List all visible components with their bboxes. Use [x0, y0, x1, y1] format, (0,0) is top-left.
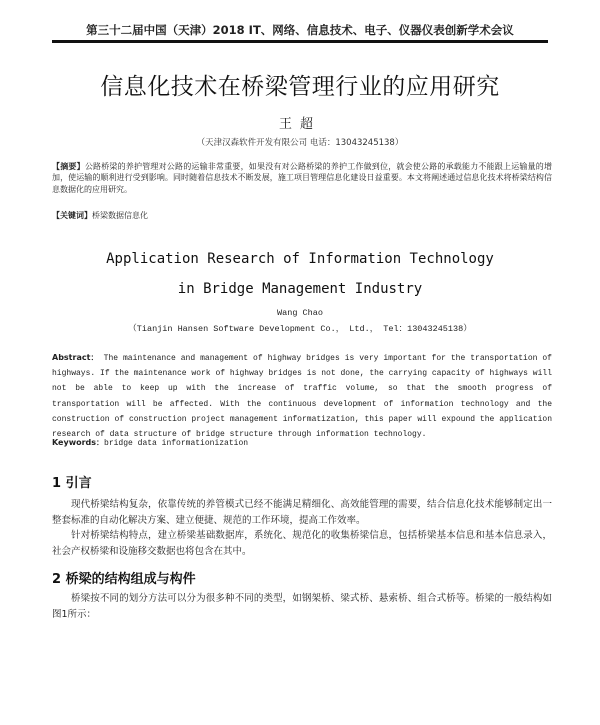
keywords-zh-label: 【关键词】 — [52, 211, 92, 220]
paragraph: 现代桥梁结构复杂，依靠传统的养管模式已经不能满足精细化、高效能管理的需要，结合信息化技术能够制定出一整套标准的自动化解决方案、建立便捷、规范的工作环境，提高工作效率。 — [52, 499, 552, 526]
section-heading-bridge-structure: 2 桥梁的结构组成与构件 — [52, 572, 196, 587]
paper-title-en-line1: Application Research of Information Technology — [106, 251, 494, 267]
affiliation-zh: （天津汉森软件开发有限公司 电话：13043245138） — [196, 138, 404, 148]
abstract-zh-text: 公路桥梁的养护管理对公路的运输非常重要，如果没有对公路桥梁的养护工作做到位，就会使公路的承载能力不能跟上运输量的增加，使运输的顺利进行受到影响。同时随着信息技术不断发展，施工项目管理信息化建设日益重要。本文将阐述通过信息化技术将桥梁结构信息数据化的应用研究。 — [52, 162, 553, 194]
keywords-zh — [52, 210, 552, 221]
paper-title-zh: 信息化技术在桥梁管理行业的应用研究 — [100, 74, 500, 100]
paragraph: 针对桥梁结构特点，建立桥梁基础数据库，系统化、规范化的收集桥梁信息，包括桥梁基本信息和基本信息录入，社会产权桥梁和设施移交数据也将包含在其中。 — [52, 530, 552, 557]
abstract-en-label: Abstract： — [52, 353, 99, 362]
abstract-en — [52, 350, 552, 442]
author-zh: 王超 — [278, 117, 321, 132]
keywords-en — [52, 437, 552, 448]
header-rule — [52, 40, 548, 43]
section-body-introduction — [52, 497, 552, 559]
keywords-zh-text: 桥梁数据信息化 — [92, 211, 148, 220]
section-body-bridge-structure — [52, 591, 552, 622]
author-en: Wang Chao — [277, 308, 323, 318]
abstract-en-text: The maintenance and management of highway bridges is very important for the transportation of highways. If the maintenance work of highway bridges is not done, the carrying capacity of highways will not be able to keep up with the increase of traffic volume, so that the smooth progress of transportation will be affected. With the continuous development of information technology and the construction of construction project management informatization, this paper will expound the application research of data structure of bridge structure through information technology. — [52, 354, 552, 440]
running-header: 第三十二届中国（天津）2018 IT、网络、信息技术、电子、仪器仪表创新学术会议 — [86, 23, 514, 37]
paper-title-en-line2: in Bridge Management Industry — [177, 281, 423, 297]
affiliation-en: （Tianjin Hansen Software Development Co.， Ltd.， Tel：13043245138） — [128, 324, 472, 334]
section-heading-introduction: 1 引言 — [52, 476, 92, 491]
abstract-zh — [52, 161, 552, 195]
paragraph: 桥梁按不同的划分方法可以分为很多种不同的类型，如钢架桥、梁式桥、悬索桥、组合式桥等。桥梁的一般结构如图1所示： — [52, 593, 552, 620]
paper-title-en — [0, 244, 600, 304]
keywords-en-text: bridge data informationization — [104, 439, 249, 448]
keywords-en-label: Keywords： — [52, 438, 105, 447]
abstract-zh-label: 【摘要】 — [52, 162, 85, 171]
